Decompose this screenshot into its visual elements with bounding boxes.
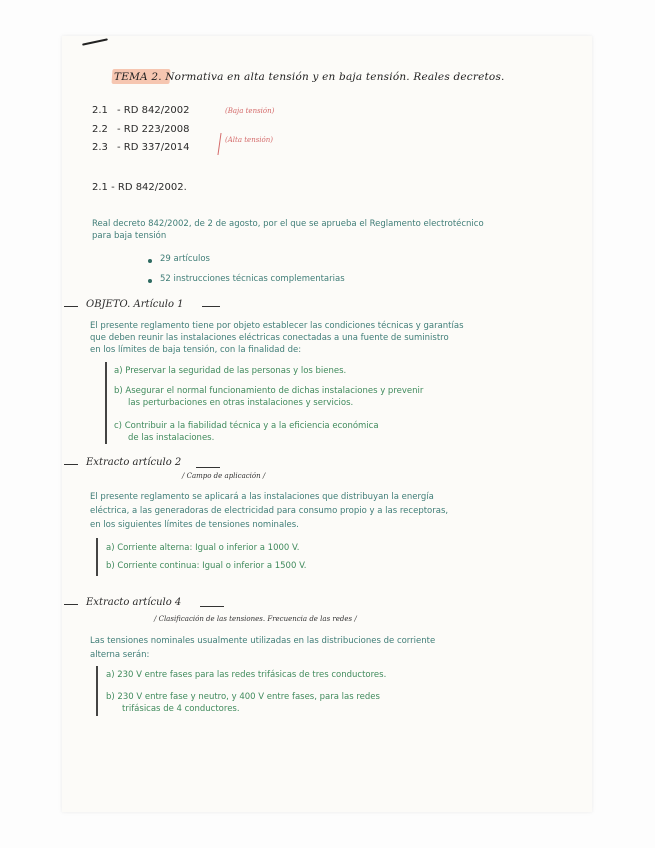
- index-note-1: (Baja tensión): [225, 107, 275, 115]
- pen-mark: [82, 38, 108, 45]
- index-num-2: 2.2: [92, 124, 108, 135]
- index-code-1: - RD 842/2002: [117, 105, 190, 116]
- bullet-dot: [148, 259, 152, 263]
- index-num-3: 2.3: [92, 142, 108, 153]
- dash-mark: [202, 306, 220, 307]
- extracto4-para-2: alterna serán:: [90, 650, 150, 660]
- objeto-heading: OBJETO. Artículo 1: [86, 299, 184, 310]
- extracto2-heading: Extracto artículo 2: [86, 457, 182, 468]
- objeto-item-c: c) Contribuir a la fiabilidad técnica y a la eficiencia económica: [114, 421, 379, 431]
- dash-mark: [64, 464, 78, 465]
- extracto4-sub: / Clasificación de las tensiones. Frecuencia de las redes /: [154, 615, 357, 623]
- dash-mark: [64, 604, 78, 605]
- intro-line-1: Real decreto 842/2002, de 2 de agosto, por el que se aprueba el Reglamento electrotécnico: [92, 219, 484, 229]
- objeto-para-1: El presente reglamento tiene por objeto establecer las condiciones técnicas y garantías: [90, 321, 464, 331]
- extracto4-item-b-cont: trifásicas de 4 conductores.: [122, 704, 240, 714]
- page-title: TEMA 2. Normativa en alta tensión y en baja tensión. Reales decretos.: [114, 71, 505, 83]
- dash-mark: [196, 467, 220, 468]
- extracto2-item-b: b) Corriente continua: Igual o inferior a 1500 V.: [106, 561, 307, 571]
- index-note-2: (Alta tensión): [225, 136, 273, 144]
- extracto2-para-1: El presente reglamento se aplicará a las instalaciones que distribuyan la energía: [90, 492, 434, 502]
- objeto-para-3: en los límites de baja tensión, con la finalidad de:: [90, 345, 302, 355]
- extracto2-item-a: a) Corriente alterna: Igual o inferior a 1000 V.: [106, 543, 300, 553]
- section-heading: 2.1 - RD 842/2002.: [92, 182, 187, 193]
- extracto4-heading: Extracto artículo 4: [86, 597, 182, 608]
- objeto-para-2: que deben reunir las instalaciones eléctricas conectadas a una fuente de suministro: [90, 333, 449, 343]
- intro-line-2: para baja tensión: [92, 231, 167, 241]
- extracto2-para-2: eléctrica, a las generadoras de electricidad para consumo propio y a las receptoras,: [90, 506, 449, 516]
- extracto4-item-a: a) 230 V entre fases para las redes trifásicas de tres conductores.: [106, 670, 387, 680]
- bullet-dot: [148, 279, 152, 283]
- index-code-3: - RD 337/2014: [117, 142, 190, 153]
- objeto-item-c-cont: de las instalaciones.: [128, 433, 215, 443]
- index-num-1: 2.1: [92, 105, 108, 116]
- extracto2-bracket-bar: [96, 538, 98, 576]
- notebook-page: [62, 36, 592, 812]
- dash-mark: [200, 606, 224, 607]
- extracto4-para-1: Las tensiones nominales usualmente utilizadas en las distribuciones de corriente: [90, 636, 436, 646]
- objeto-bracket-bar: [105, 362, 107, 444]
- extracto2-para-3: en los siguientes límites de tensiones nominales.: [90, 520, 299, 530]
- index-code-2: - RD 223/2008: [117, 124, 190, 135]
- extracto4-item-b: b) 230 V entre fase y neutro, y 400 V entre fases, para las redes: [106, 692, 380, 702]
- extracto4-bracket-bar: [96, 666, 98, 716]
- objeto-item-b: b) Asegurar el normal funcionamiento de dichas instalaciones y prevenir: [114, 386, 424, 396]
- bullet-item-2: 52 instrucciones técnicas complementarias: [160, 274, 345, 284]
- objeto-item-b-cont: las perturbaciones en otras instalaciones y servicios.: [128, 398, 354, 408]
- objeto-item-a: a) Preservar la seguridad de las personas y los bienes.: [114, 366, 347, 376]
- bullet-item-1: 29 artículos: [160, 254, 210, 264]
- dash-mark: [64, 306, 78, 307]
- note-bracket: [217, 133, 221, 155]
- extracto2-sub: / Campo de aplicación /: [182, 472, 266, 480]
